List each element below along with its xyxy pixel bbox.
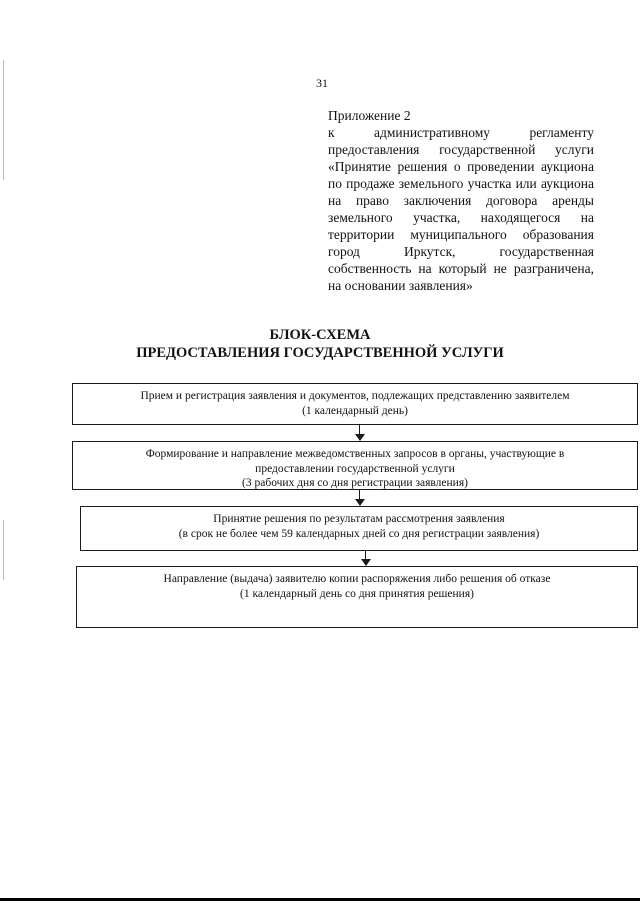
flow-arrow-1 xyxy=(355,425,365,441)
appendix-title: Приложение 2 xyxy=(328,108,411,123)
step-1-line-1: Прием и регистрация заявления и документов, подлежащих представлению заявителем xyxy=(140,390,570,402)
step-4-line-1: Направление (выдача) заявителю копии распоряжения либо решения об отказе xyxy=(163,573,551,585)
page-number: 31 xyxy=(316,76,328,90)
scan-margin-mark xyxy=(3,520,4,580)
step-1-line-2: (1 календарный день) xyxy=(302,404,408,417)
flowchart-heading xyxy=(0,326,640,362)
step-4-line-2: (1 календарный день со дня принятия решения) xyxy=(240,587,474,600)
flowchart-step-1 xyxy=(72,383,638,425)
page-bottom-edge xyxy=(0,898,640,901)
scan-margin-mark xyxy=(3,60,4,180)
heading-line-1: БЛОК-СХЕМА xyxy=(269,327,371,343)
step-2-line-3: (3 рабочих дня со дня регистрации заявления) xyxy=(242,477,468,489)
step-3-line-1: Принятие решения по результатам рассмотрения заявления xyxy=(213,513,505,525)
flow-arrow-3 xyxy=(361,551,371,566)
step-2-line-2: предоставлении государственной услуги xyxy=(255,462,455,475)
flow-arrow-2 xyxy=(355,490,365,506)
step-2-line-1: Формирование и направление межведомственных запросов в органы, участвующие в xyxy=(145,448,565,460)
flowchart-step-3 xyxy=(80,506,638,551)
heading-line-2: ПРЕДОСТАВЛЕНИЯ ГОСУДАРСТВЕННОЙ УСЛУГИ xyxy=(136,345,504,361)
flowchart-step-4 xyxy=(76,566,638,628)
step-3-line-2: (в срок не более чем 59 календарных дней со дня регистрации заявления) xyxy=(178,527,540,540)
appendix-body: к административному регламенту предоставления государственной услуги «Принятие решения о проведении аукциона по продаже земельного участка или аукциона на право заключения договора аренды земельного участка, находящегося на территории муниципального образования город Иркутск, государственная собственность на который не разграничена, на основании заявления» xyxy=(328,125,594,293)
flowchart-step-2 xyxy=(72,441,638,490)
appendix-reference xyxy=(328,107,594,294)
